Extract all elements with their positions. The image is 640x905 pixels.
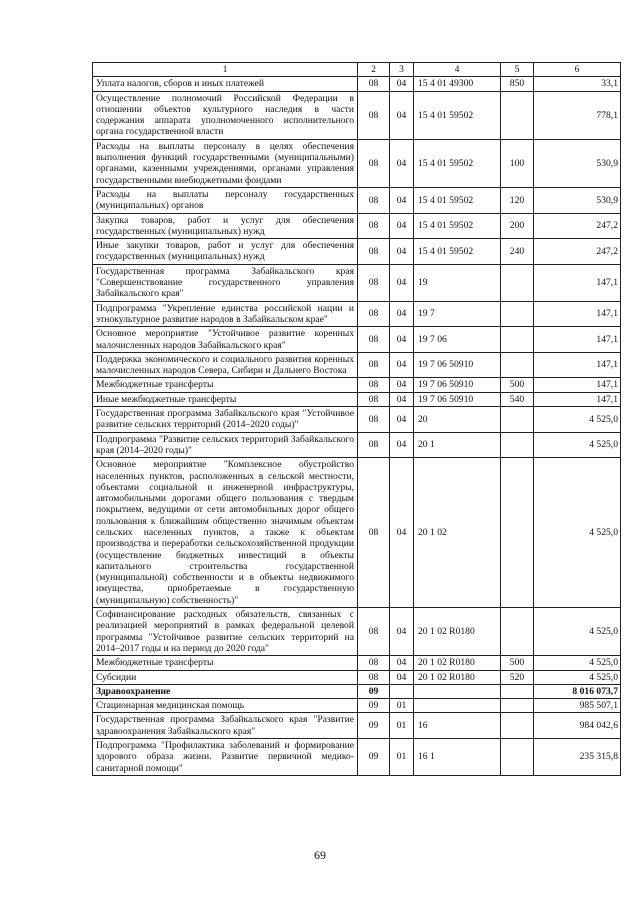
section-code-cell: 08 <box>358 77 390 91</box>
amount-cell: 4 525,0 <box>534 670 621 684</box>
subsection-code-cell: 04 <box>390 392 414 406</box>
target-article-cell: 20 1 02 R0180 <box>414 656 501 670</box>
subsection-code-cell: 04 <box>390 407 414 433</box>
section-code-cell: 08 <box>358 213 390 239</box>
section-code-cell: 08 <box>358 239 390 265</box>
section-code-cell: 08 <box>358 139 390 187</box>
target-article-cell: 15 4 01 59502 <box>414 213 501 239</box>
expense-type-cell: 500 <box>501 378 534 392</box>
table-row <box>93 670 621 684</box>
target-article-cell: 19 7 06 50910 <box>414 352 501 378</box>
table-row <box>93 213 621 239</box>
table-row <box>93 699 621 713</box>
subsection-code-cell: 04 <box>390 139 414 187</box>
amount-cell: 530,9 <box>534 139 621 187</box>
expense-type-cell: 500 <box>501 656 534 670</box>
table-row <box>93 378 621 392</box>
expense-type-cell: 120 <box>501 187 534 213</box>
section-code-cell: 08 <box>358 432 390 458</box>
item-name-cell: Уплата налогов, сборов и иных платежей <box>93 77 358 91</box>
expense-type-cell <box>501 608 534 656</box>
subsection-code-cell: 04 <box>390 187 414 213</box>
amount-cell: 778,1 <box>534 91 621 139</box>
header-cell: 5 <box>501 63 534 77</box>
item-name-cell: Субсидии <box>93 670 358 684</box>
table-row <box>93 91 621 139</box>
expense-type-cell <box>501 327 534 353</box>
target-article-cell <box>414 699 501 713</box>
item-name-cell: Государственная программа Забайкальского края "Устойчивое развитие сельских территорий (2014–2020 годы)" <box>93 407 358 433</box>
table-body <box>93 63 621 776</box>
amount-cell: 33,1 <box>534 77 621 91</box>
expense-type-cell <box>501 458 534 608</box>
item-name-cell: Осуществление полномочий Российской Федерации в отношении объектов культурного наследия в части содержания аппарата уполномоченного исполнительного органа государственной власти <box>93 91 358 139</box>
expense-type-cell <box>501 352 534 378</box>
expense-type-cell: 520 <box>501 670 534 684</box>
item-name-cell: Межбюджетные трансферты <box>93 656 358 670</box>
section-code-cell: 08 <box>358 187 390 213</box>
item-name-cell: Расходы на выплаты персоналу государственных (муниципальных) органов <box>93 187 358 213</box>
section-code-cell: 08 <box>358 378 390 392</box>
item-name-cell: Софинансирование расходных обязательств, связанных с реализацией мероприятий в рамках федеральной целевой программы "Устойчивое развитие сельских территорий на 2014–2017 годы и на период до 2020 года" <box>93 608 358 656</box>
target-article-cell: 20 <box>414 407 501 433</box>
target-article-cell: 19 <box>414 264 501 301</box>
table-header-row <box>93 63 621 77</box>
section-code-cell: 08 <box>358 91 390 139</box>
target-article-cell: 20 1 <box>414 432 501 458</box>
amount-cell: 4 525,0 <box>534 407 621 433</box>
expense-type-cell: 200 <box>501 213 534 239</box>
table-row <box>93 392 621 406</box>
amount-cell: 247,2 <box>534 213 621 239</box>
amount-cell: 147,1 <box>534 378 621 392</box>
item-name-cell: Государственная программа Забайкальского края "Совершенствование государственного управления Забайкальского края" <box>93 264 358 301</box>
subsection-code-cell: 04 <box>390 432 414 458</box>
item-name-cell: Стационарная медицинская помощь <box>93 699 358 713</box>
subsection-code-cell: 04 <box>390 608 414 656</box>
expense-type-cell: 540 <box>501 392 534 406</box>
section-code-cell: 09 <box>358 684 390 698</box>
subsection-code-cell: 04 <box>390 77 414 91</box>
item-name-cell: Закупка товаров, работ и услуг для обеспечения государственных (муниципальных) нужд <box>93 213 358 239</box>
subsection-code-cell: 04 <box>390 91 414 139</box>
expense-type-cell <box>501 713 534 739</box>
target-article-cell: 15 4 01 59502 <box>414 139 501 187</box>
target-article-cell: 15 4 01 59502 <box>414 239 501 265</box>
item-name-cell: Основное мероприятие "Комплексное обустройство населенных пунктов, расположенных в сельской местности, объектами социальной и инженерной инфраструктуры, автомобильными дорогами общего пользования с твердым покрытием, ведущими от сети автомобильных дорог общего пользования к ближайшим общественно значимым объектам сельских населенных пунктов, а также к объектам производства и переработки сельскохозяйственной продукции (осуществление бюджетных инвестиций в объекты капитального строительства государственной (муниципальной) собственности и в объекты недвижимого имущества, приобретаемые в государственную (муниципальную) собственность)" <box>93 458 358 608</box>
item-name-cell: Подпрограмма "Укрепление единства российской нации и этнокультурное развитие народов в Забайкальском крае" <box>93 301 358 327</box>
target-article-cell: 16 1 <box>414 739 501 776</box>
section-code-cell: 09 <box>358 739 390 776</box>
section-code-cell: 08 <box>358 670 390 684</box>
subsection-code-cell: 04 <box>390 458 414 608</box>
section-code-cell: 08 <box>358 656 390 670</box>
amount-cell: 4 525,0 <box>534 458 621 608</box>
amount-cell: 4 525,0 <box>534 608 621 656</box>
item-name-cell: Иные межбюджетные трансферты <box>93 392 358 406</box>
target-article-cell <box>414 684 501 698</box>
target-article-cell: 16 <box>414 713 501 739</box>
table-row <box>93 139 621 187</box>
expense-type-cell: 850 <box>501 77 534 91</box>
section-code-cell: 08 <box>358 458 390 608</box>
target-article-cell: 19 7 06 50910 <box>414 392 501 406</box>
amount-cell: 4 525,0 <box>534 432 621 458</box>
amount-cell: 235 315,8 <box>534 739 621 776</box>
table-row <box>93 739 621 776</box>
target-article-cell: 15 4 01 49300 <box>414 77 501 91</box>
table-row <box>93 77 621 91</box>
subsection-code-cell: 04 <box>390 670 414 684</box>
subsection-code-cell <box>390 684 414 698</box>
subsection-code-cell: 04 <box>390 352 414 378</box>
section-code-cell: 09 <box>358 713 390 739</box>
table-row <box>93 458 621 608</box>
subsection-code-cell: 04 <box>390 378 414 392</box>
table-row <box>93 432 621 458</box>
header-cell: 6 <box>534 63 621 77</box>
target-article-cell: 20 1 02 <box>414 458 501 608</box>
item-name-cell: Расходы на выплаты персоналу в целях обеспечения выполнения функций государственными (муниципальными) органами, казенными учреждениями, органами управления государственными внебюджетными фондами <box>93 139 358 187</box>
expense-type-cell <box>501 301 534 327</box>
table-row <box>93 187 621 213</box>
expense-type-cell: 100 <box>501 139 534 187</box>
item-name-cell: Подпрограмма "Развитие сельских территорий Забайкальского края (2014–2020 годы)" <box>93 432 358 458</box>
amount-cell: 147,1 <box>534 264 621 301</box>
section-code-cell: 08 <box>358 327 390 353</box>
subsection-code-cell: 01 <box>390 739 414 776</box>
target-article-cell: 15 4 01 59502 <box>414 187 501 213</box>
target-article-cell: 19 7 06 50910 <box>414 378 501 392</box>
amount-cell: 530,9 <box>534 187 621 213</box>
expense-type-cell <box>501 684 534 698</box>
expense-type-cell: 240 <box>501 239 534 265</box>
subsection-code-cell: 04 <box>390 656 414 670</box>
subsection-code-cell: 04 <box>390 213 414 239</box>
amount-cell: 4 525,0 <box>534 656 621 670</box>
amount-cell: 147,1 <box>534 327 621 353</box>
expense-type-cell <box>501 91 534 139</box>
item-name-cell: Поддержка экономического и социального развития коренных малочисленных народов Севера, Сибири и Дальнего Востока <box>93 352 358 378</box>
table-row <box>93 656 621 670</box>
amount-cell: 147,1 <box>534 301 621 327</box>
section-code-cell: 08 <box>358 301 390 327</box>
table-row <box>93 608 621 656</box>
target-article-cell: 20 1 02 R0180 <box>414 670 501 684</box>
amount-cell: 985 507,1 <box>534 699 621 713</box>
header-cell: 3 <box>390 63 414 77</box>
amount-cell: 8 016 073,7 <box>534 684 621 698</box>
table-row <box>93 327 621 353</box>
target-article-cell: 20 1 02 R0180 <box>414 608 501 656</box>
expense-type-cell <box>501 264 534 301</box>
section-code-cell: 08 <box>358 392 390 406</box>
expense-type-cell <box>501 407 534 433</box>
target-article-cell: 19 7 <box>414 301 501 327</box>
section-code-cell: 08 <box>358 407 390 433</box>
header-cell: 2 <box>358 63 390 77</box>
section-code-cell: 09 <box>358 699 390 713</box>
section-code-cell: 08 <box>358 264 390 301</box>
section-code-cell: 08 <box>358 352 390 378</box>
amount-cell: 984 042,6 <box>534 713 621 739</box>
table-row <box>93 713 621 739</box>
header-cell: 1 <box>93 63 358 77</box>
target-article-cell: 19 7 06 <box>414 327 501 353</box>
section-code-cell: 08 <box>358 608 390 656</box>
subsection-code-cell: 04 <box>390 239 414 265</box>
header-cell: 4 <box>414 63 501 77</box>
expense-type-cell <box>501 432 534 458</box>
subsection-code-cell: 04 <box>390 264 414 301</box>
expense-type-cell <box>501 739 534 776</box>
table-row <box>93 684 621 698</box>
subsection-code-cell: 01 <box>390 699 414 713</box>
amount-cell: 247,2 <box>534 239 621 265</box>
table-row <box>93 407 621 433</box>
item-name-cell: Межбюджетные трансферты <box>93 378 358 392</box>
amount-cell: 147,1 <box>534 352 621 378</box>
subsection-code-cell: 04 <box>390 301 414 327</box>
item-name-cell: Государственная программа Забайкальского края "Развитие здравоохранения Забайкальского края" <box>93 713 358 739</box>
item-name-cell: Здравоохранение <box>93 684 358 698</box>
budget-table <box>92 62 621 776</box>
item-name-cell: Иные закупки товаров, работ и услуг для обеспечения государственных (муниципальных) нужд <box>93 239 358 265</box>
expense-type-cell <box>501 699 534 713</box>
amount-cell: 147,1 <box>534 392 621 406</box>
target-article-cell: 15 4 01 59502 <box>414 91 501 139</box>
page-number: 69 <box>314 848 326 862</box>
table-row <box>93 352 621 378</box>
subsection-code-cell: 04 <box>390 327 414 353</box>
item-name-cell: Основное мероприятие "Устойчивое развитие коренных малочисленных народов Забайкальского края" <box>93 327 358 353</box>
subsection-code-cell: 01 <box>390 713 414 739</box>
table-row <box>93 264 621 301</box>
table-row <box>93 301 621 327</box>
table-row <box>93 239 621 265</box>
item-name-cell: Подпрограмма "Профилактика заболеваний и формирование здорового образа жизни. Развитие первичной медико-санитарной помощи" <box>93 739 358 776</box>
